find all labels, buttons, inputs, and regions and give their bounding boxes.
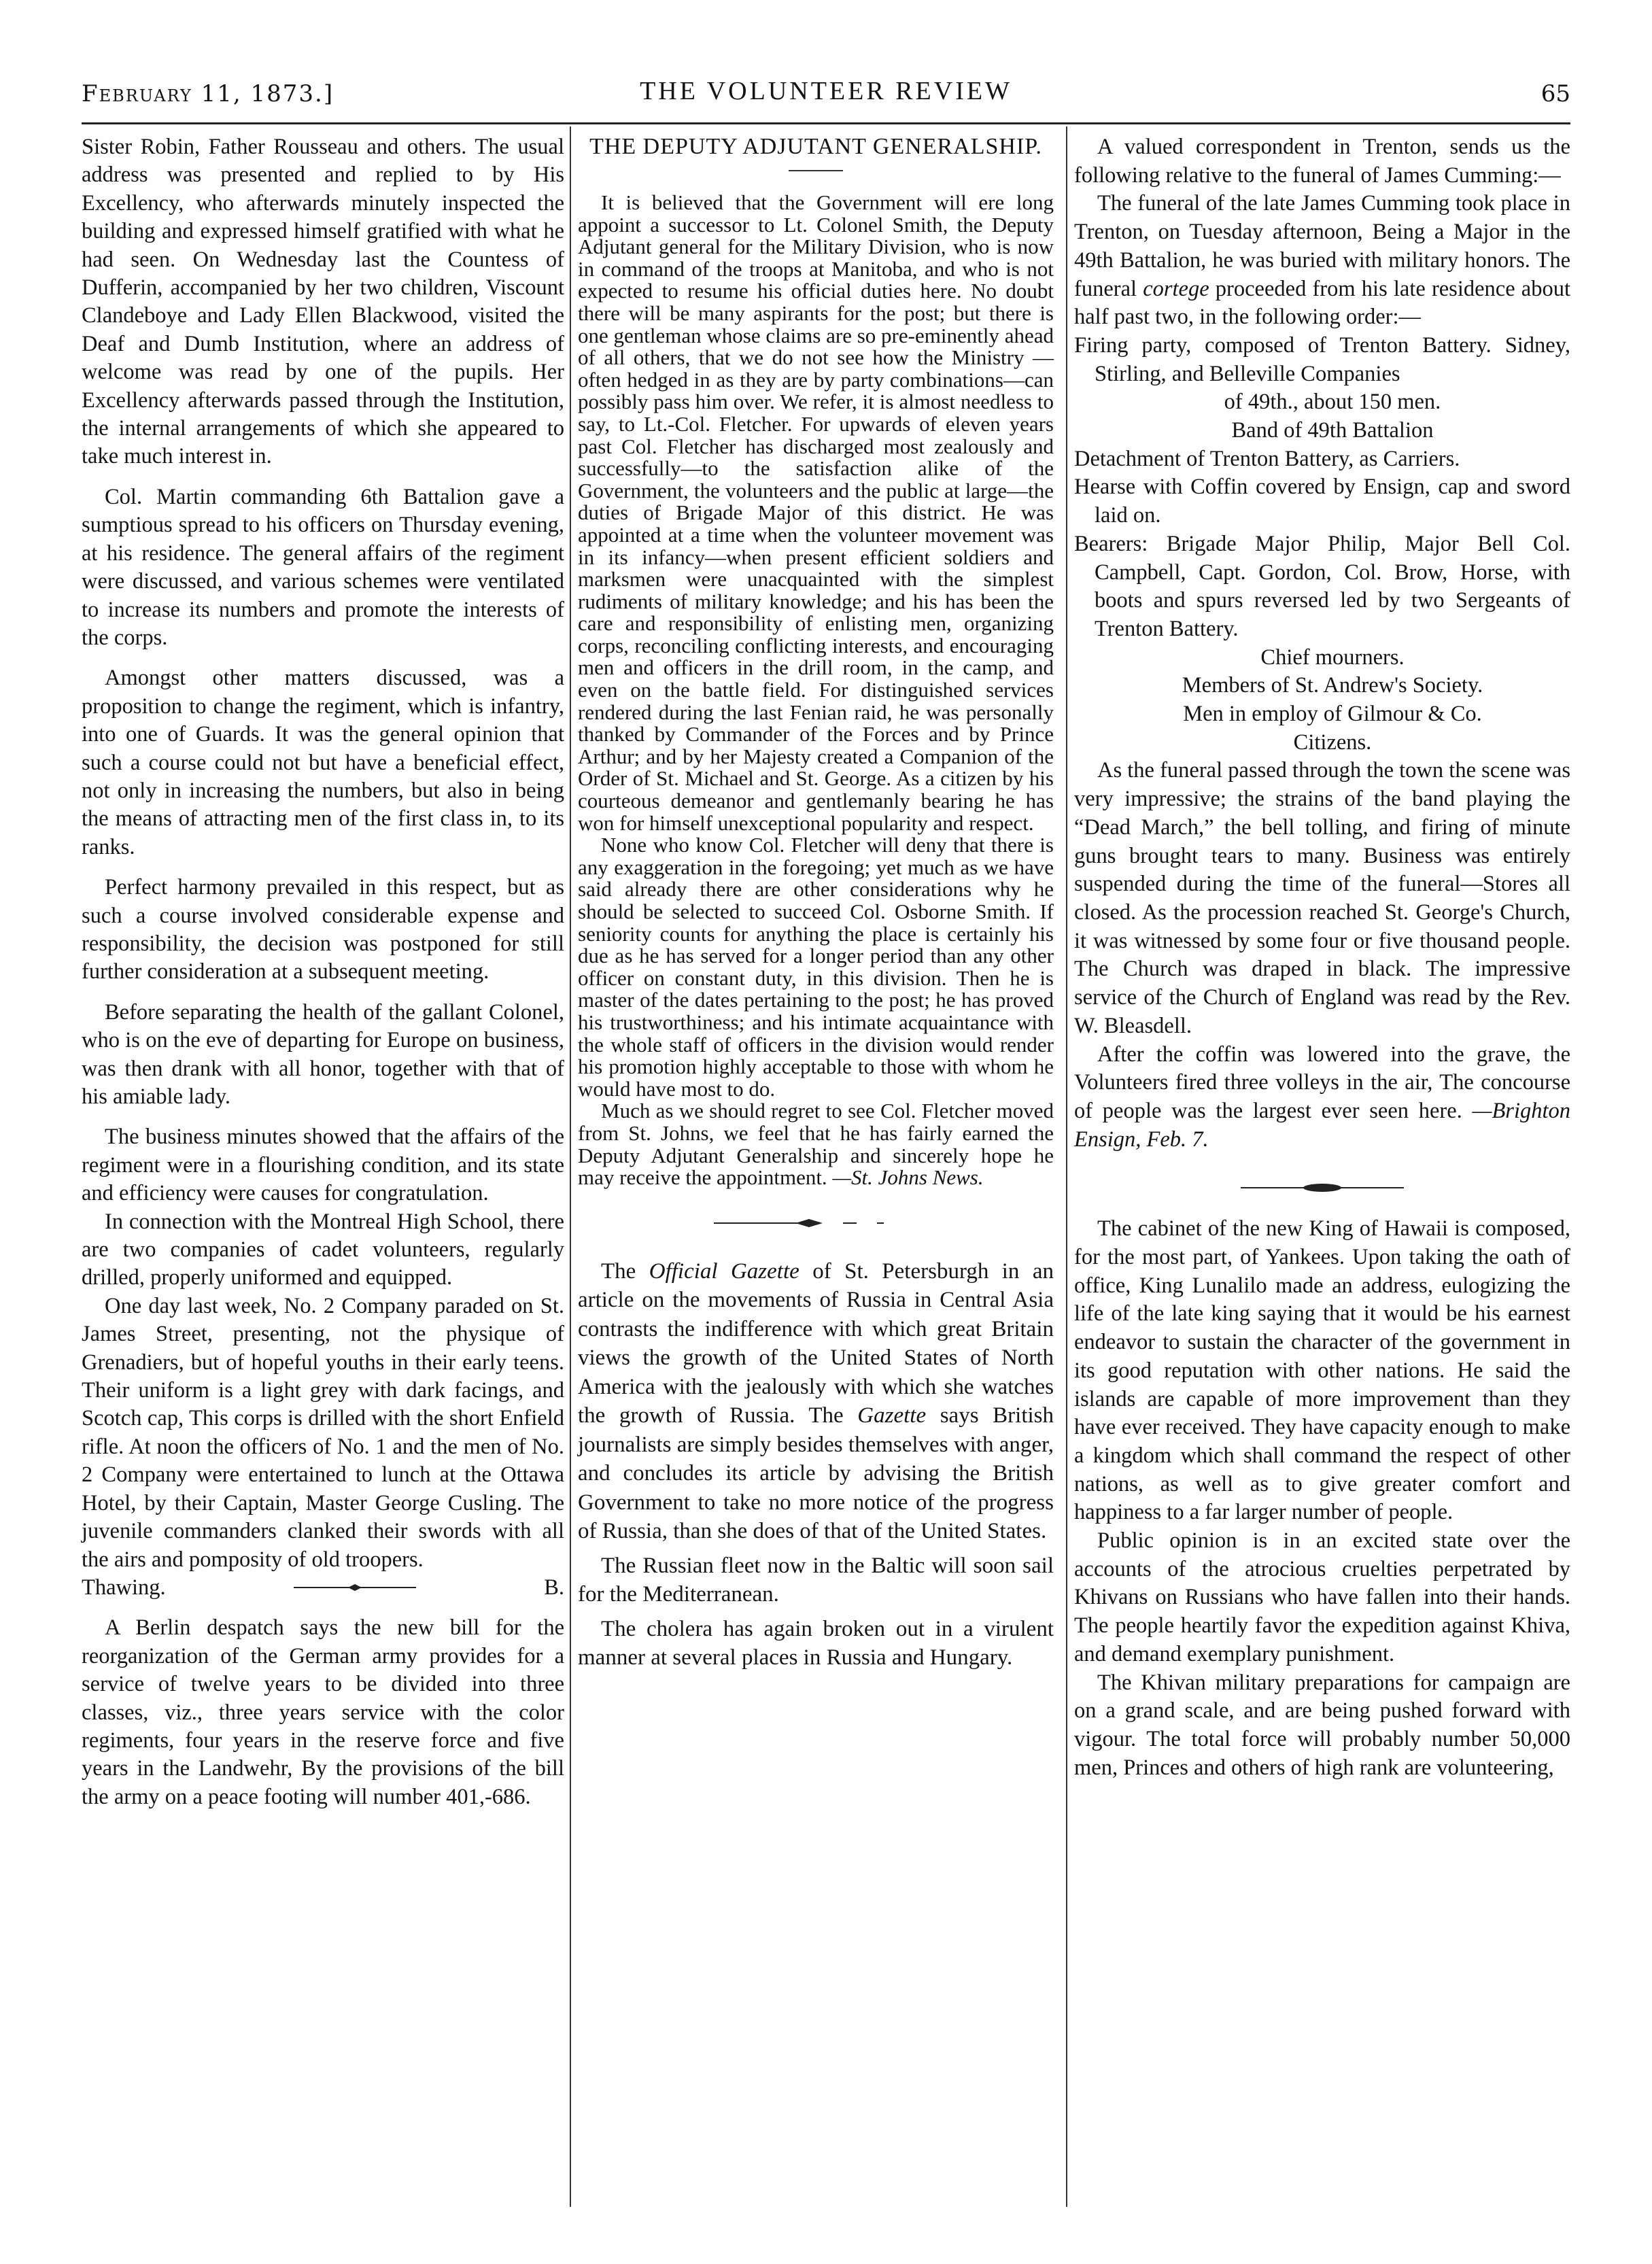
signature-right: B. bbox=[544, 1575, 564, 1600]
text-run: of St. Petersburgh in an article on the movements of Russia in Central Asia contrasts the indifference with which great Britain views the growth of the United States of North America with the jealously with which she watches the growth of Russia. The bbox=[578, 1258, 1054, 1428]
funeral-order-list bbox=[1074, 332, 1570, 757]
column-1 bbox=[82, 133, 564, 1811]
page-header bbox=[82, 77, 1570, 118]
paragraph: Public opinion is in an excited state over the accounts of the atrocious cruelties perpetrated by Khivans on Russians who have fallen into their hands. The people heartily favor the expedition against Khiva, and demand exemplary punishment. bbox=[1074, 1528, 1570, 1666]
source-credit: —Brighton Ensign, Feb. 7. bbox=[1074, 1098, 1571, 1152]
text-run: After the coffin was lowered into the grave, the Volunteers fired three volleys in the air, The concourse of people was the largest ever seen here. bbox=[1074, 1042, 1570, 1123]
paragraph bbox=[1074, 190, 1570, 332]
paragraph: A Berlin despatch says the new bill for the reorganization of the German army provides for a service of twelve years to be divided into three classes, viz., three years service with the color regiments, four years in the reserve force and five years in the Landwehr, By the provisions of the bill the army on a peace footing will number 401,-686. bbox=[82, 1615, 564, 1809]
publication-name: Gazette bbox=[857, 1403, 927, 1428]
signature-left: Thawing. bbox=[82, 1575, 166, 1600]
list-item: Men in employ of Gilmour & Co. bbox=[1183, 702, 1482, 727]
paragraph: Sister Robin, Father Rousseau and others. The usual address was presented and replied to by His Excellency, who afterwards minutely inspected the building and expressed himself gratified with what he had seen. On Wednesday last the Countess of Dufferin, accompanied by her two children, Viscount Clandeboye and Lady Ellen Blackwood, visited the Deaf and Dumb Institution, where an address of welcome was read by one of the pupils. Her Excellency afterwards passed through the Institution, the internal arrangements of which she appeared to take much interest in. bbox=[82, 135, 564, 469]
paragraph: It is believed that the Government will ere long appoint a successor to Lt. Colonel Smith, the Deputy Adjutant general for the Military Division, who is now in command of the troops at Manitoba, and who is not expected to resume his official duties here. No doubt there will be many aspirants for the post; but there is one gentleman whose claims are so pre-eminently ahead of all others, that we do not see how the Ministry —often hedged in as they are by party combinations—can possibly pass him over. We refer, it is almost needless to say, to Lt.-Col. Fletcher. For upwards of eleven years past Col. Fletcher has discharged most zealously and successfully—to the satisfaction alike of the Government, the volunteers and the public at large—the duties of Brigade Major of this district. He was appointed at a time when the volunteer movement was in its infancy—when present efficient soldiers and marksmen were unacquainted with the simplest rudiments of military knowledge; and his has been the care and responsibility of enlisting men, organizing corps, reconciling conflicting interests, and encouraging men and officers in the drill room, in the camp, and even on the battle field. For distinguished services rendered during the last Fenian raid, he was personally thanked by Commander of the Forces and by Prince Arthur; and by her Majesty created a Companion of the Order of St. Michael and St. George. As a citizen by his courteous demeanor and gentlemanly bearing he has won for himself unexceptional popularity and respect. bbox=[578, 190, 1054, 835]
column-rule-right bbox=[1066, 126, 1067, 2207]
text-run: The funeral of the late James Cumming took place in Trenton, on Tuesday afternoon, Being a Major in the 49th Battalion, he was buried with military honors. The funeral bbox=[1074, 191, 1570, 301]
column-3 bbox=[1074, 133, 1570, 1782]
paragraph: Perfect harmony prevailed in this respect, but as such a course involved considerable expense and responsibility, the decision was postponed for still further consideration at a subsequent meeting. bbox=[82, 875, 564, 984]
list-item: Citizens. bbox=[1293, 730, 1372, 755]
separator-ornament bbox=[1074, 1181, 1570, 1195]
text-run: says British journalists are simply besides themselves with anger, and concludes its article by advising the British Government to take no more notice of the progress of Russia, than she does of that of the United States. bbox=[578, 1403, 1054, 1544]
list-item: Members of St. Andrew's Society. bbox=[1182, 673, 1483, 698]
paragraph: None who know Col. Fletcher will deny that there is any exaggeration in the foregoing; yet much as we have said already there are other considerations why he should be selected to succeed Col. Osborne Smith. If seniority counts for anything the place is certainly his due as he has served for a longer period than any other officer on constant duty, in this division. Then he is master of the dates pertaining to the post; he has proved his trustworthiness; and his intimate acquaintance with the whole staff of officers in the division would render his promotion highly acceptable to those with whom he would have most to do. bbox=[578, 833, 1054, 1101]
list-item: Bearers: Brigade Major Philip, Major Bell Col. Campbell, Capt. Gordon, Col. Brow, Horse, with boots and spurs reversed led by two Sergeants of Trenton Battery. bbox=[1074, 531, 1570, 641]
column-2 bbox=[578, 133, 1054, 1678]
paragraph bbox=[578, 1257, 1054, 1546]
source-credit: —St. Johns News. bbox=[832, 1165, 984, 1190]
text-run: The bbox=[601, 1258, 636, 1284]
paragraph: Before separating the health of the gallant Colonel, who is on the eve of departing for Europe on business, was then drank with all honor, together with that of his amiable lady. bbox=[82, 999, 564, 1109]
article-title: THE DEPUTY ADJUTANT GENERALSHIP. bbox=[589, 134, 1042, 159]
issue-date: February 11, 1873.] bbox=[82, 80, 334, 107]
paragraph: Col. Martin commanding 6th Battalion gave a sumptious spread to his officers on Thursday evening, at his residence. The general affairs of the regiment were discussed, and various schemes were ventilated to increase its numbers and promote the interests of the corps. bbox=[82, 484, 564, 650]
paragraph bbox=[578, 1100, 1054, 1188]
paragraph bbox=[1074, 1041, 1570, 1154]
separator-ornament bbox=[294, 1574, 416, 1602]
list-item: Band of 49th Battalion bbox=[1231, 418, 1434, 443]
paragraph: Amongst other matters discussed, was a proposition to change the regiment, which is infantry, into one of Guards. It was the general opinion that such a course could not but have a beneficial effect, not only in increasing the numbers, but also in being the means of attracting men of the first class in, to its ranks. bbox=[82, 666, 564, 859]
list-item: Firing party, composed of Trenton Battery. Sidney, Stirling, and Belleville Companies bbox=[1074, 332, 1570, 386]
paragraph: A valued correspondent in Trenton, sends us the following relative to the funeral of James Cumming:— bbox=[1074, 135, 1570, 188]
list-item: Detachment of Trenton Battery, as Carriers. bbox=[1074, 446, 1460, 471]
paragraph-text: Much as we should regret to see Col. Fletcher moved from St. Johns, we feel that he has fairly earned the Deputy Adjutant Generalship and sincerely hope he may receive the appointment. bbox=[578, 1099, 1054, 1190]
paragraph: As the funeral passed through the town the scene was very impressive; the strains of the band playing the “Dead March,” the bell tolling, and firing of minute guns brought tears to many. Business was entirely suspended during the time of the funeral—Stores all closed. As the procession reached St. George's Church, it was witnessed by some four or five thousand people. The Church was draped in black. The impressive service of the Church of England was read by the Rev. W. Bleasdell. bbox=[1074, 758, 1570, 1038]
paragraph: The business minutes showed that the affairs of the regiment were in a flourishing condition, and its state and efficiency were causes for congratulation. bbox=[82, 1125, 564, 1206]
italic-word: cortege bbox=[1143, 276, 1209, 301]
list-item: Hearse with Coffin covered by Ensign, cap and sword laid on. bbox=[1074, 475, 1570, 528]
page-number: 65 bbox=[1541, 80, 1570, 107]
column-rule-left bbox=[570, 126, 571, 2207]
text-run: proceeded from his late residence about half past two, in the following order:— bbox=[1074, 276, 1570, 330]
newspaper-title: THE VOLUNTEER REVIEW bbox=[640, 77, 1012, 105]
publication-name: Official Gazette bbox=[649, 1258, 799, 1284]
list-item: of 49th., about 150 men. bbox=[1224, 390, 1441, 415]
paragraph: The cholera has again broken out in a virulent manner at several places in Russia and Hungary. bbox=[578, 1616, 1054, 1670]
separator-ornament bbox=[578, 1216, 1054, 1230]
signature-line bbox=[82, 1574, 564, 1602]
title-rule bbox=[789, 170, 843, 171]
paragraph: One day last week, No. 2 Company paraded on St. James Street, presenting, not the physique of Grenadiers, but of hopeful youths in their early teens. Their uniform is a light grey with dark facings, and Scotch cap, This corps is drilled with the short Enfield rifle. At noon the officers of No. 1 and the men of No. 2 Company were entertained to lunch at the Ottawa Hotel, by their Captain, Master George Cusling. The juvenile commanders clanked their swords with all the airs and pomposity of old troopers. bbox=[82, 1293, 564, 1572]
paragraph: The cabinet of the new King of Hawaii is composed, for the most part, of Yankees. Upon taking the oath of office, King Lunalilo made an address, eulogizing the life of the late king saying that it would be his earnest endeavor to sustain the character of the government in its good reputation with other nations. He said the islands are capable of more improvement than they have ever received. They have capacity enough to make a kingdom which shall command the respect of other nations, as well as to give greater comfort and happiness to a far larger number of people. bbox=[1074, 1216, 1570, 1525]
paragraph: In connection with the Montreal High School, there are two companies of cadet volunteers, regularly drilled, properly uniformed and equipped. bbox=[82, 1209, 564, 1290]
list-item: Chief mourners. bbox=[1260, 645, 1405, 670]
paragraph: The Khivan military preparations for campaign are on a grand scale, and are being pushed forward with vigour. The total force will probably number 50,000 men, Princes and others of high rank are volunteering, bbox=[1074, 1670, 1570, 1780]
paragraph: The Russian fleet now in the Baltic will soon sail for the Mediterranean. bbox=[578, 1553, 1054, 1607]
header-rule bbox=[82, 122, 1570, 124]
